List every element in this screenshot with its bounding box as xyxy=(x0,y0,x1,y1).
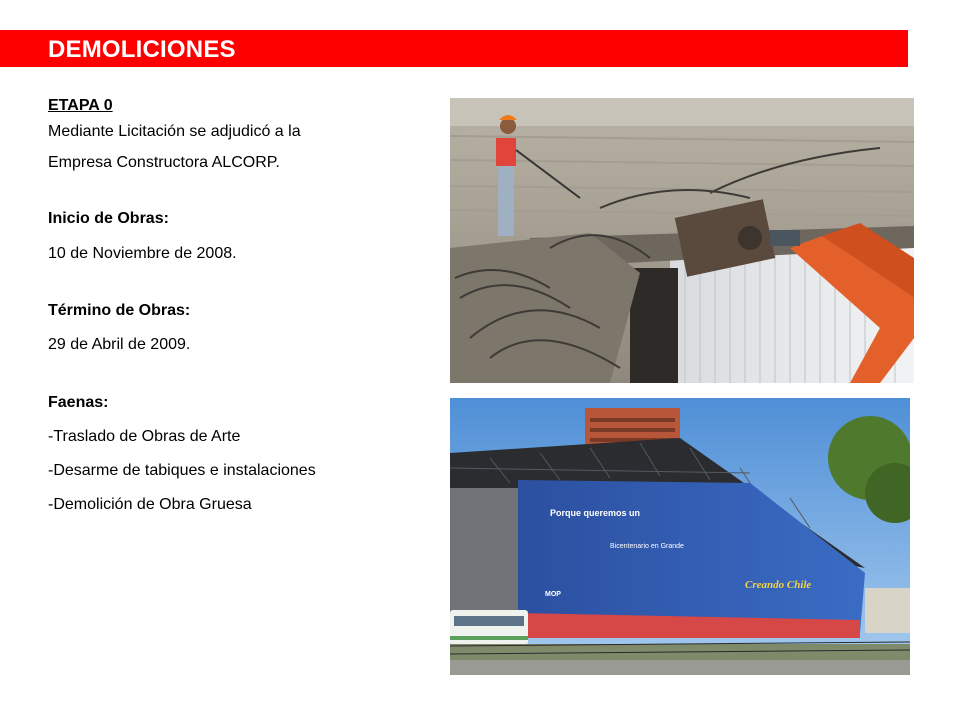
start-date: 10 de Noviembre de 2008. xyxy=(48,245,237,262)
stage-line-1: Mediante Licitación se adjudicó a la xyxy=(48,123,301,140)
banner-text-1: Porque queremos un xyxy=(550,508,641,518)
banner-logo: MOP xyxy=(545,591,561,598)
end-date: 29 de Abril de 2009. xyxy=(48,336,191,353)
building-banner-photo xyxy=(450,398,910,675)
text-column xyxy=(48,96,428,517)
task-item: -Desarme de tabiques e instalaciones xyxy=(48,462,316,479)
banner-text-2: Bicentenario en Grande xyxy=(610,543,684,550)
end-label: Término de Obras: xyxy=(48,302,191,319)
banner-text-3: Creando Chile xyxy=(745,579,812,591)
task-item: -Demolición de Obra Gruesa xyxy=(48,496,252,513)
start-label: Inicio de Obras: xyxy=(48,210,169,227)
title-bar xyxy=(0,30,908,67)
tasks-label: Faenas: xyxy=(48,394,109,411)
task-item: -Traslado de Obras de Arte xyxy=(48,428,241,445)
stage-label: ETAPA 0 xyxy=(48,97,113,114)
demolition-photo xyxy=(450,98,914,383)
page-title: DEMOLICIONES xyxy=(48,36,236,63)
stage-line-2: Empresa Constructora ALCORP. xyxy=(48,154,280,171)
